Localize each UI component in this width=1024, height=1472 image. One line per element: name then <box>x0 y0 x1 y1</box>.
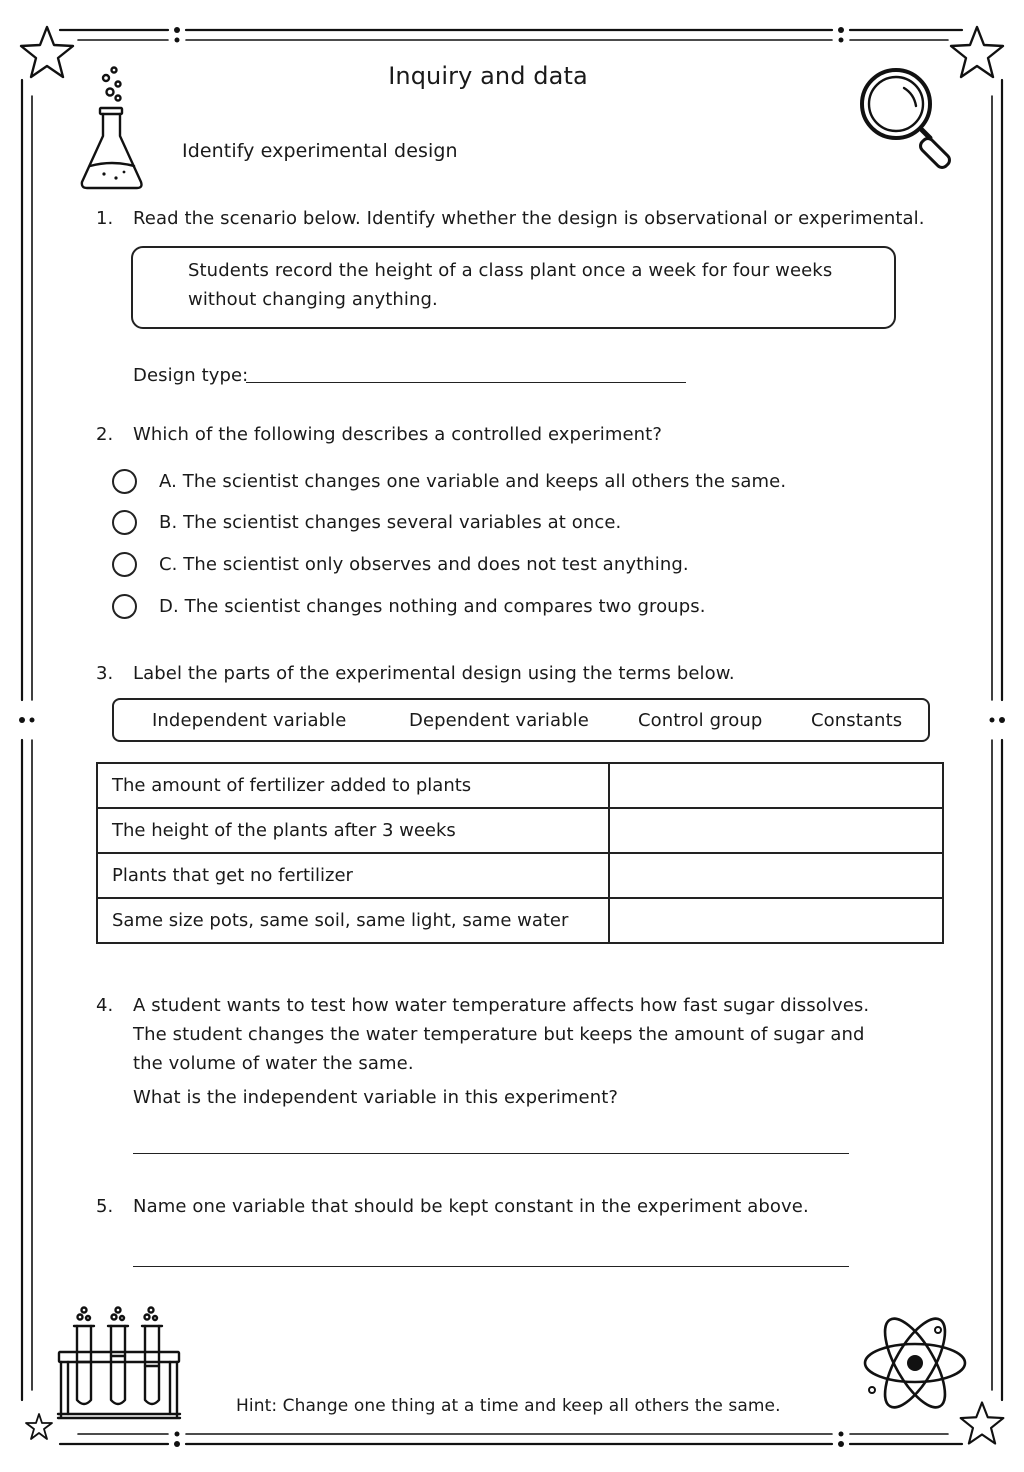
scenario-line: Students record the height of a class plant once a week for four weeks <box>188 260 833 281</box>
question-3-prompt: Label the parts of the experimental design using the terms below. <box>133 663 735 684</box>
option-c-radio[interactable] <box>112 552 137 577</box>
table-cell-answer[interactable] <box>609 763 943 808</box>
question-5-prompt: Name one variable that should be kept constant in the experiment above. <box>133 1196 809 1217</box>
scenario-box <box>131 246 896 329</box>
label-table <box>96 762 944 944</box>
scenario-line: without changing anything. <box>188 289 438 310</box>
question-1-prompt: Read the scenario below. Identify whether the design is observational or experimental. <box>133 208 925 229</box>
hint-text: Hint: Change one thing at a time and keep all others the same. <box>236 1396 781 1416</box>
table-row <box>97 808 943 853</box>
page-subtitle: Identify experimental design <box>182 140 458 162</box>
question-4-prompt-line: the volume of water the same. <box>133 1053 414 1074</box>
question-4-number: 4. <box>96 995 114 1016</box>
design-type-label: Design type: <box>133 365 249 386</box>
atom-icon <box>862 1308 968 1418</box>
question-5-number: 5. <box>96 1196 114 1217</box>
option-a-radio[interactable] <box>112 469 137 494</box>
option-b-label: B. The scientist changes several variables at once. <box>159 512 622 533</box>
table-cell-description: Plants that get no fertilizer <box>97 853 609 898</box>
question-4-prompt-line: The student changes the water temperature but keeps the amount of sugar and <box>133 1024 865 1045</box>
table-cell-answer[interactable] <box>609 898 943 943</box>
term-constants: Constants <box>811 710 903 731</box>
table-cell-answer[interactable] <box>609 808 943 853</box>
option-c-label: C. The scientist only observes and does not test anything. <box>159 554 689 575</box>
star-icon <box>24 1412 54 1442</box>
question-4-question: What is the independent variable in this experiment? <box>133 1087 619 1108</box>
question-4-prompt-line: A student wants to test how water temperature affects how fast sugar dissolves. <box>133 995 870 1016</box>
table-row <box>97 898 943 943</box>
term-independent-variable: Independent variable <box>152 710 347 731</box>
question-4-answer-line[interactable] <box>133 1153 849 1154</box>
test-tubes-icon <box>56 1304 182 1422</box>
option-d-label: D. The scientist changes nothing and compares two groups. <box>159 596 706 617</box>
option-b-radio[interactable] <box>112 510 137 535</box>
option-a-label: A. The scientist changes one variable and keeps all others the same. <box>159 471 787 492</box>
table-cell-description: Same size pots, same soil, same light, same water <box>97 898 609 943</box>
table-row <box>97 763 943 808</box>
option-d-radio[interactable] <box>112 594 137 619</box>
table-cell-answer[interactable] <box>609 853 943 898</box>
question-3-number: 3. <box>96 663 114 684</box>
term-control-group: Control group <box>638 710 763 731</box>
table-row <box>97 853 943 898</box>
question-1-number: 1. <box>96 208 114 229</box>
question-2-prompt: Which of the following describes a controlled experiment? <box>133 424 662 445</box>
table-cell-description: The height of the plants after 3 weeks <box>97 808 609 853</box>
question-5-answer-line[interactable] <box>133 1266 849 1267</box>
page-title: Inquiry and data <box>388 62 588 90</box>
question-2-number: 2. <box>96 424 114 445</box>
design-type-answer-line[interactable] <box>246 382 686 383</box>
table-cell-description: The amount of fertilizer added to plants <box>97 763 609 808</box>
term-dependent-variable: Dependent variable <box>409 710 589 731</box>
